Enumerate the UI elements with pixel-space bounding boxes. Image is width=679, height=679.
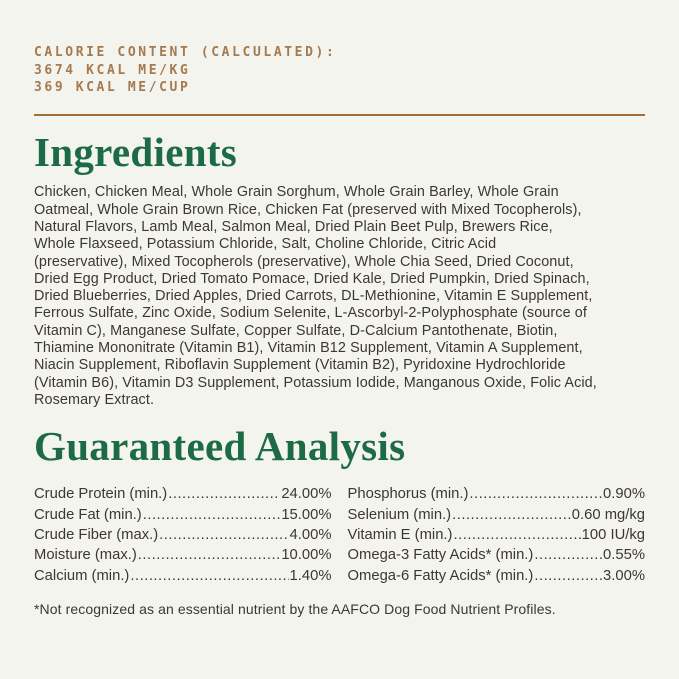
ingredients-line: Thiamine Mononitrate (Vitamin B1), Vitamin B12 Supplement, Vitamin A Supplement,	[34, 340, 583, 357]
ingredients-line: (Vitamin B6), Vitamin D3 Supplement, Potassium Iodide, Manganous Oxide, Folic Acid,	[34, 374, 597, 391]
ga-label: Crude Fat (min.)	[34, 506, 142, 523]
ga-right-column	[348, 484, 646, 586]
ingredients-line: (preservative), Mixed Tocopherols (preservative), Whole Chia Seed, Dried Coconut,	[34, 253, 574, 270]
ingredients-heading: Ingredients	[34, 128, 238, 175]
dotted-leader	[159, 525, 288, 545]
ga-value: 10.00%	[281, 547, 332, 564]
ingredients-line: Ferrous Sulfate, Zinc Oxide, Sodium Selenite, L-Ascorbyl-2-Polyphosphate (source of	[34, 305, 588, 322]
ga-value: 4.00%	[289, 526, 332, 543]
calorie-content-section	[34, 44, 645, 97]
calorie-kcal-per-kg: 3674 KCAL ME/KG	[34, 62, 191, 78]
ga-label: Omega-6 Fatty Acids* (min.)	[347, 567, 534, 584]
ga-label: Calcium (min.)	[34, 567, 130, 584]
ingredients-line: Rosemary Extract.	[34, 391, 155, 408]
ingredients-line: Niacin Supplement, Riboflavin Supplement (Vitamin B2), Pyridoxine Hydrochloride	[34, 357, 566, 374]
dotted-leader	[534, 545, 602, 565]
ga-left-column	[34, 484, 332, 586]
dotted-leader	[130, 566, 288, 586]
ga-value: 1.40%	[289, 567, 332, 584]
aafco-footnote: *Not recognized as an essential nutrient by the AAFCO Dog Food Nutrient Profiles.	[34, 601, 556, 618]
ingredients-line: Natural Flavors, Lamb Meal, Salmon Meal, Dried Plain Beet Pulp, Brewers Rice,	[34, 219, 553, 235]
ga-value: 15.00%	[281, 506, 332, 523]
dotted-leader	[168, 484, 280, 504]
ga-value: 0.60 mg/kg	[571, 506, 645, 523]
ga-value: 0.90%	[603, 486, 645, 503]
ga-label: Phosphorus (min.)	[347, 486, 469, 503]
ingredients-line: Chicken, Chicken Meal, Whole Grain Sorghum, Whole Grain Barley, Whole Grain	[34, 184, 559, 201]
calorie-kcal-per-cup: 369 KCAL ME/CUP	[34, 80, 191, 95]
ga-row-phosphorus	[348, 484, 646, 504]
ingredients-line: Whole Flaxseed, Potassium Chloride, Salt, Choline Chloride, Citric Acid	[34, 236, 497, 253]
ingredients-line: Vitamin C), Manganese Sulfate, Copper Sulfate, D-Calcium Pantothenate, Biotin,	[34, 322, 558, 339]
dotted-leader	[452, 505, 571, 525]
ga-label: Crude Fiber (max.)	[34, 526, 159, 543]
ingredients-line: Oatmeal, Whole Grain Brown Rice, Chicken Fat (preserved with Mixed Tocopherols),	[34, 201, 582, 218]
dotted-leader	[138, 545, 281, 565]
ga-row-omega-6	[348, 566, 646, 586]
ga-row-selenium	[348, 505, 646, 525]
ga-label: Crude Protein (min.)	[34, 486, 168, 503]
dotted-leader	[469, 484, 602, 504]
ga-value: 3.00%	[603, 567, 645, 584]
ingredients-paragraph	[34, 184, 645, 409]
ga-row-moisture	[34, 545, 332, 565]
ga-row-vitamin-e	[348, 525, 646, 545]
ga-label: Omega-3 Fatty Acids* (min.)	[347, 547, 534, 564]
guaranteed-analysis-heading: Guaranteed Analysis	[34, 423, 406, 470]
ga-value: 100 IU/kg	[581, 526, 645, 543]
ga-value: 24.00%	[281, 486, 332, 503]
ingredients-line: Dried Blueberries, Dried Apples, Dried Carrots, DL-Methionine, Vitamin E Supplement,	[34, 288, 593, 305]
ingredients-line: Dried Egg Product, Dried Tomato Pomace, Dried Kale, Dried Pumpkin, Dried Spinach,	[34, 270, 590, 287]
ga-value: 0.55%	[603, 547, 645, 564]
ga-row-crude-protein	[34, 484, 332, 504]
dotted-leader	[143, 505, 281, 525]
dotted-leader	[453, 525, 580, 545]
ga-row-crude-fiber	[34, 525, 332, 545]
guaranteed-analysis-table	[34, 484, 645, 586]
ga-row-calcium	[34, 566, 332, 586]
ga-label: Moisture (max.)	[34, 547, 137, 564]
ga-row-crude-fat	[34, 505, 332, 525]
calorie-content-heading: CALORIE CONTENT (CALCULATED):	[34, 45, 337, 60]
section-divider	[34, 114, 645, 116]
ga-row-omega-3	[348, 545, 646, 565]
ga-label: Selenium (min.)	[347, 506, 452, 523]
ga-label: Vitamin E (min.)	[347, 526, 453, 543]
dotted-leader	[534, 566, 602, 586]
